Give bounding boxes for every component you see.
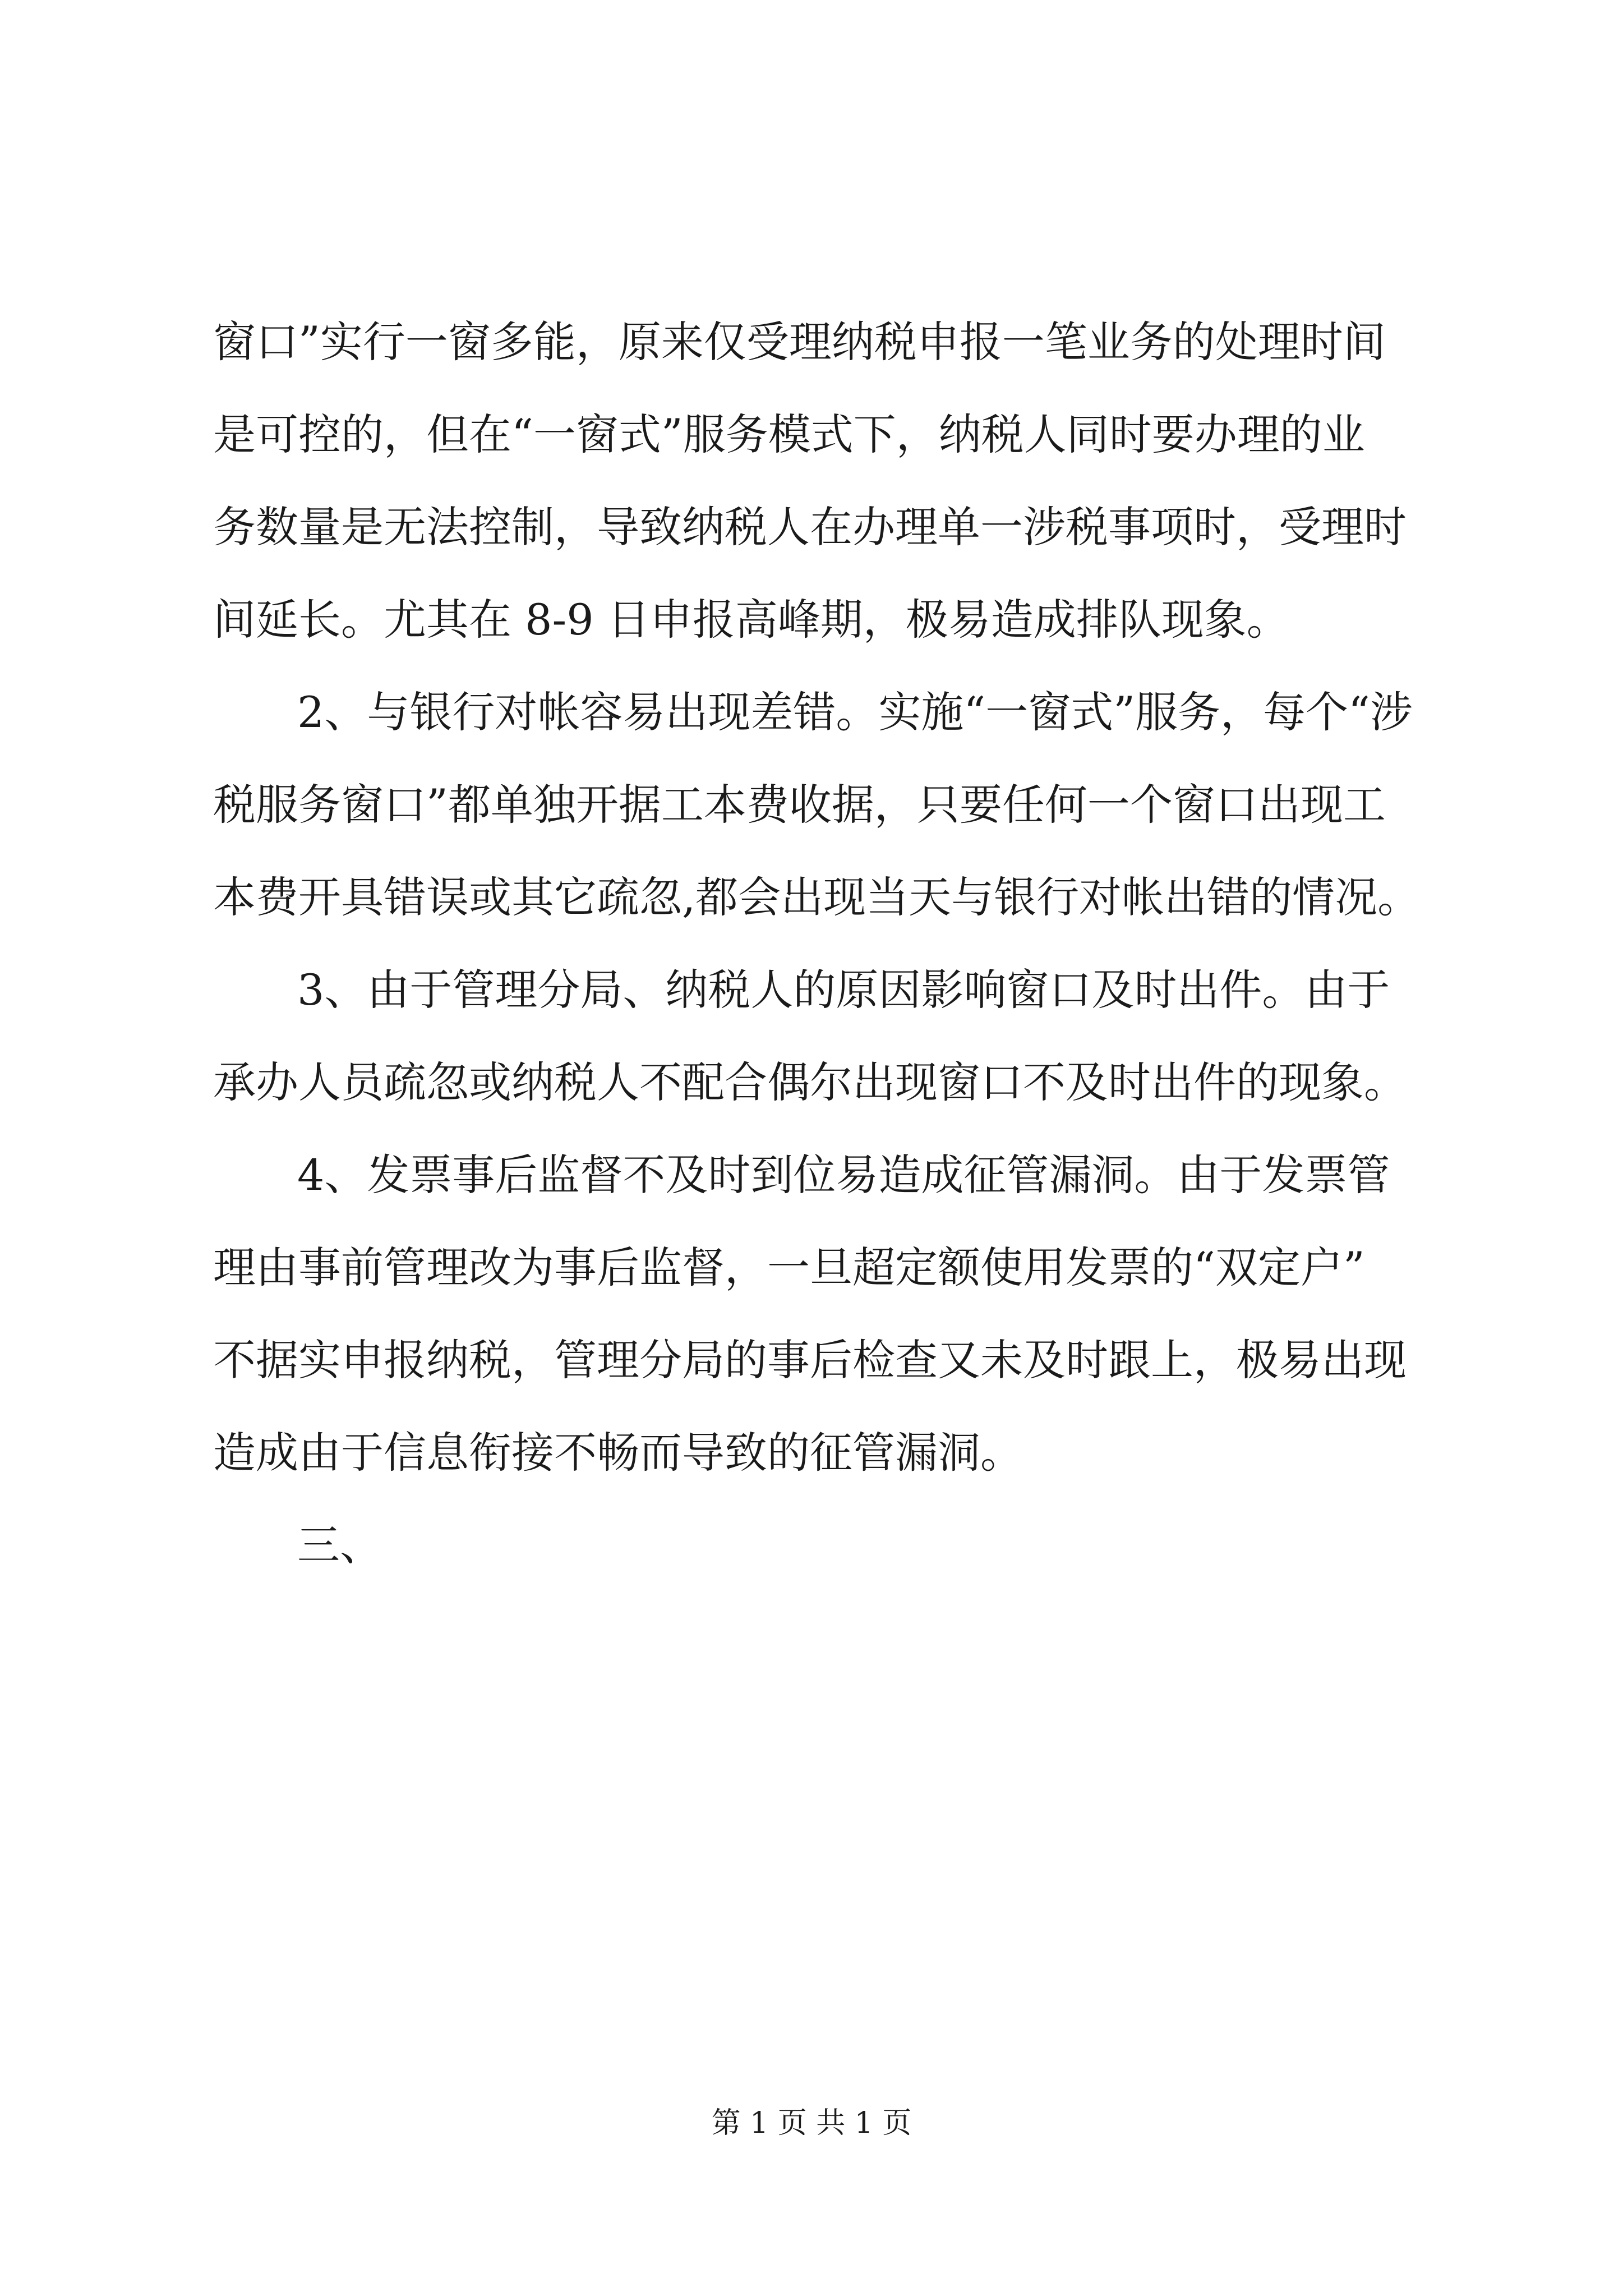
paragraph-1-line-3: 务数量是无法控制，导致纳税人在办理单一涉税事项时，受理时 (213, 502, 1407, 552)
page-footer: 第 1 页 共 1 页 (711, 2106, 912, 2140)
paragraph-3-line-1: 3、由于管理分局、纳税人的原因影响窗口及时出件。由于 (297, 965, 1390, 1015)
section-heading-three: 三、 (297, 1520, 382, 1570)
paragraph-2-line-3: 本费开具错误或其它疏忽,都会出现当天与银行对帐出错的情况。 (213, 872, 1421, 922)
paragraph-1-line-2: 是可控的，但在“一窗式”服务模式下，纳税人同时要办理的业 (213, 409, 1365, 459)
paragraph-3-line-2: 承办人员疏忽或纳税人不配合偶尔出现窗口不及时出件的现象。 (213, 1057, 1407, 1107)
paragraph-4-line-3: 不据实申报纳税，管理分局的事后检查又未及时跟上，极易出现 (213, 1335, 1407, 1385)
paragraph-4-line-4: 造成由于信息衔接不畅而导致的征管漏洞。 (213, 1428, 1023, 1478)
paragraph-2-line-1: 2、与银行对帐容易出现差错。实施“一窗式”服务，每个“涉 (297, 687, 1413, 737)
paragraph-4-line-1: 4、发票事后监督不及时到位易造成征管漏洞。由于发票管 (297, 1150, 1390, 1200)
paragraph-2-line-2: 税服务窗口”都单独开据工本费收据，只要任何一个窗口出现工 (213, 780, 1386, 830)
paragraph-1-line-4: 间延长。尤其在 8-9 日申报高峰期，极易造成排队现象。 (213, 595, 1289, 645)
paragraph-4-line-2: 理由事前管理改为事后监督，一旦超定额使用发票的“双定户” (213, 1243, 1365, 1292)
paragraph-1-line-1: 窗口”实行一窗多能，原来仅受理纳税申报一笔业务的处理时间 (213, 317, 1386, 367)
